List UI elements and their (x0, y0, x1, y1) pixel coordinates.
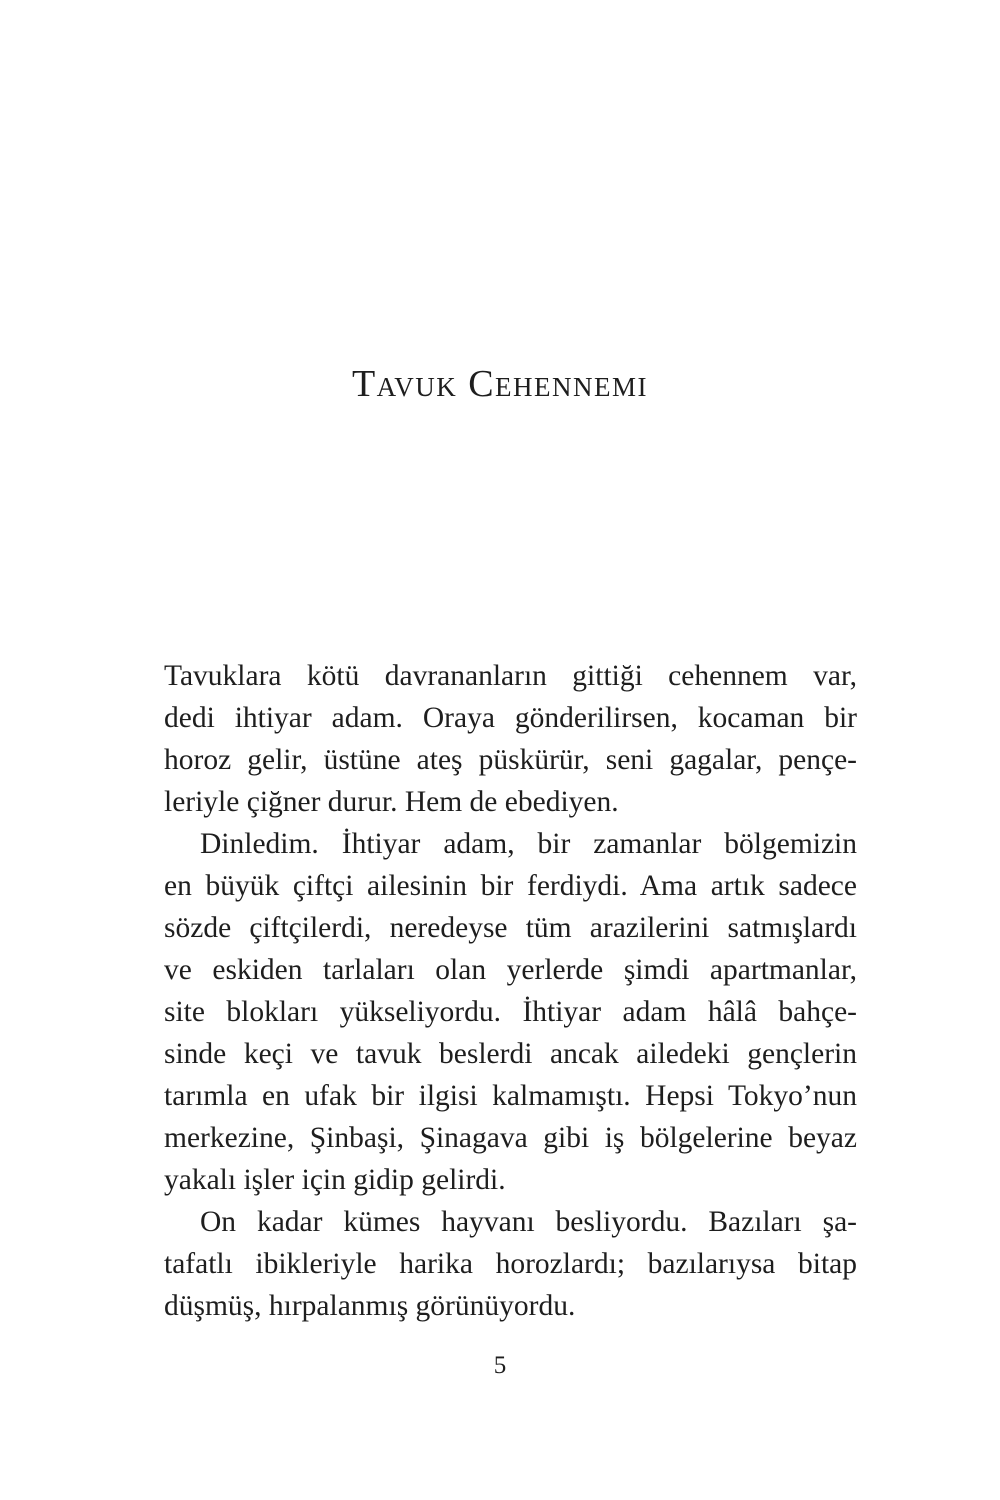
text-line: en büyük çiftçi ailesinin bir ferdiydi. Ama artık sadece (164, 870, 857, 902)
body-text (164, 655, 857, 1327)
page-number: 5 (493, 1352, 507, 1379)
paragraph (164, 1201, 857, 1327)
text-line: düşmüş, hırpalanmış görünüyordu. (164, 1290, 576, 1322)
text-line: yakalı işler için gidip gelirdi. (164, 1164, 506, 1196)
text-line: dedi ihtiyar adam. Oraya gönderilirsen, kocaman bir (164, 702, 857, 734)
paragraph (164, 823, 857, 1201)
text-line: On kadar kümes hayvanı besliyordu. Bazıları şa- (200, 1206, 857, 1238)
text-line: sözde çiftçilerdi, neredeyse tüm arazilerini satmışlardı (164, 912, 857, 944)
text-line: ve eskiden tarlaları olan yerlerde şimdi apartmanlar, (164, 954, 857, 986)
text-line: sinde keçi ve tavuk beslerdi ancak ailedeki gençlerin (164, 1038, 857, 1070)
text-line: horoz gelir, üstüne ateş püskürür, seni gagalar, pençe- (164, 744, 857, 776)
text-line: Tavuklara kötü davrananların gittiği cehennem var, (164, 660, 857, 692)
text-line: tarımla en ufak bir ilgisi kalmamıştı. Hepsi Tokyo’nun (164, 1080, 857, 1112)
text-line: merkezine, Şinbaşi, Şinagava gibi iş bölgelerine beyaz (164, 1122, 857, 1154)
chapter-title: Tavuk Cehennemi (351, 363, 649, 405)
text-line: site blokları yükseliyordu. İhtiyar adam hâlâ bahçe- (164, 996, 857, 1028)
paragraph (164, 655, 857, 823)
text-line: tafatlı ibikleriyle harika horozlardı; bazılarıysa bitap (164, 1248, 857, 1280)
text-line: leriyle çiğner durur. Hem de ebediyen. (164, 786, 619, 818)
text-line: Dinledim. İhtiyar adam, bir zamanlar bölgemizin (200, 828, 857, 860)
